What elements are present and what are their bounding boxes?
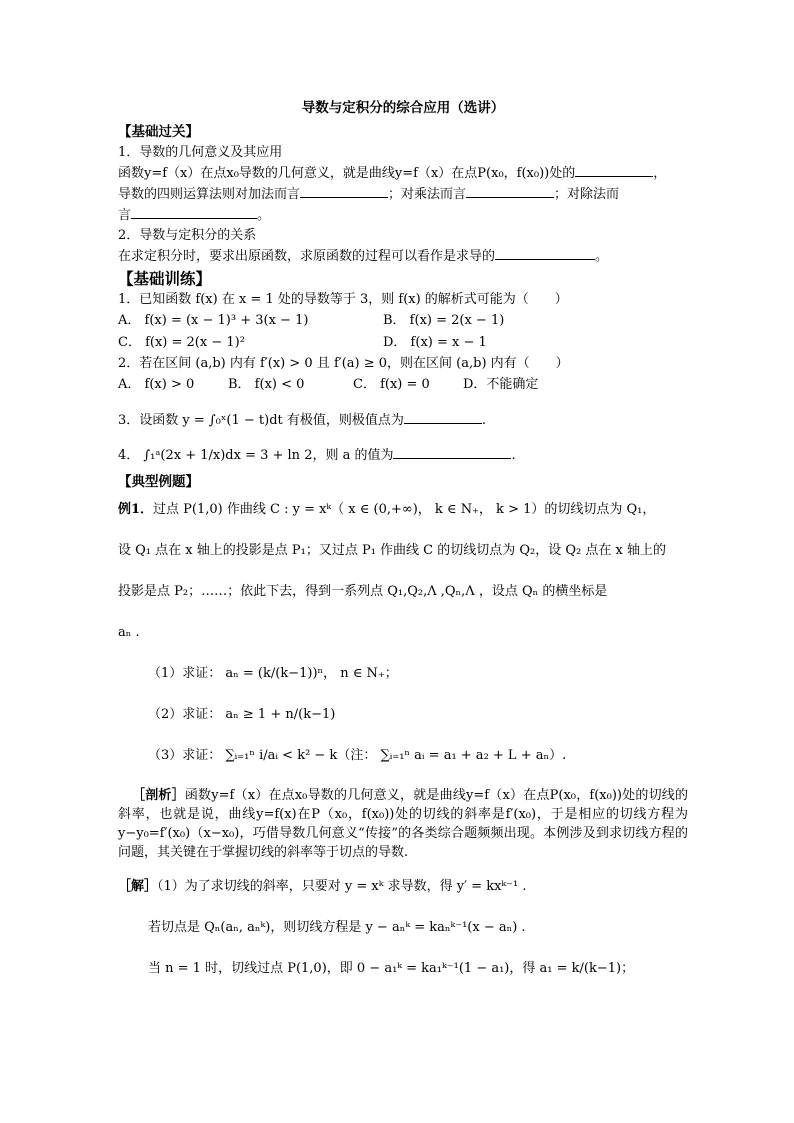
example-label: 例1． (118, 502, 154, 517)
item2-line1-text: 在求定积分时，要求出原函数，求原函数的过程可以看作是求导的 (118, 249, 496, 264)
question-4 (118, 445, 688, 466)
answer-blank[interactable] (466, 184, 554, 198)
question-3-text: 3．设函数 y = ∫₀ˣ(1 − t)dt 有极值，则极值点为 (118, 413, 404, 428)
item1-title: 1．导数的几何意义及其应用 (118, 145, 283, 160)
basic-training-heading: 【基础训练】 (118, 269, 212, 288)
page-title: 导数与定积分的综合应用（选讲） (301, 100, 505, 116)
item1-line3 (118, 205, 688, 226)
option-c: C． f(x) = 0 (353, 377, 430, 392)
item1-line2 (118, 184, 688, 205)
option-a: A． f(x) > 0 (118, 377, 195, 392)
item1-line3a: 言 (118, 208, 132, 223)
item1-line1-end: ， (653, 166, 667, 181)
example-part-2: （2）求证： aₙ ≥ 1 + n/(k−1) (148, 707, 336, 722)
item1-line3b: 。 (257, 208, 271, 223)
example-line-1 (118, 499, 688, 521)
question-1: 1．已知函数 f(x) 在 x = 1 处的导数等于 3，则 f(x) 的解析式可能为（ ） (118, 292, 568, 307)
item1-line2b: ；对乘法而言 (388, 187, 467, 202)
question-1-options-row2 (118, 332, 688, 354)
item2-title: 2．导数与定积分的关系 (118, 228, 257, 243)
option-d: D． f(x) = x − 1 (383, 335, 487, 350)
analysis-text: 函数y=f（x）在点x₀导数的几何意义，就是曲线y=f（x）在点P(x₀，f(x₀))处的切线的斜率，也就是说，曲线y=f(x)在P（x₀，f(x₀))处的切线的斜率是f′(x₀)，于是相应的切线方程为y−y₀=f′(x₀)（x−x₀)，巧借导数几何意义“传接”的各类综合题频频出现。本例涉及到求切线方程的问题，其关键在于掌握切线的斜率等于切点的导数. (118, 788, 688, 860)
question-3-end: . (481, 413, 487, 428)
question-2-options (118, 374, 688, 396)
question-3 (118, 410, 688, 431)
option-c: C． f(x) = 2(x − 1)² (118, 335, 245, 350)
item1-line1 (118, 163, 688, 184)
solution-line-1 (118, 876, 688, 898)
example-heading: 【典型例题】 (118, 474, 199, 490)
question-4-end: . (511, 448, 516, 463)
analysis-paragraph (118, 786, 688, 862)
question-2: 2．若在区间 (a,b) 内有 f′(x) > 0 且 f′(a) ≥ 0，则在区间 (a,b) 内有（ ） (118, 356, 569, 371)
option-b: B． f(x) = 2(x − 1) (383, 313, 505, 328)
answer-blank[interactable] (393, 445, 511, 459)
document-page (118, 96, 688, 999)
item1-line2a: 导数的四则运算法则对加法而言 (118, 187, 301, 202)
answer-blank[interactable] (495, 246, 595, 260)
answer-blank[interactable] (300, 184, 388, 198)
option-d: D．不能确定 (463, 377, 539, 392)
answer-blank[interactable] (575, 163, 653, 177)
solution-label: ［解］ (118, 879, 158, 894)
solution-line-1-text: （1）为了求切线的斜率，只要对 y = xᵏ 求导数，得 y′ = kxᵏ⁻¹ . (157, 879, 527, 894)
example-line-4: aₙ . (118, 625, 140, 640)
option-b: B． f(x) < 0 (228, 377, 305, 392)
example-line-2: 设 Q₁ 点在 x 轴上的投影是点 P₁；又过点 P₁ 作曲线 C 的切线切点为 Q₂，设 Q₂ 点在 x 轴上的 (118, 543, 666, 558)
example-line-3: 投影是点 P₂；……；依此下去，得到一系列点 Q₁,Q₂,Λ ,Qₙ,Λ ，设点 Qₙ 的横坐标是 (118, 584, 608, 599)
item2-line1 (118, 246, 688, 267)
solution-line-2: 若切点是 Qₙ(aₙ, aₙᵏ)，则切线方程是 y − aₙᵏ = kaₙᵏ⁻¹(x − aₙ) . (148, 920, 526, 935)
answer-blank[interactable] (404, 410, 482, 424)
analysis-label: ［剖析］ (132, 788, 185, 803)
item2-line1-end: 。 (595, 249, 609, 264)
solution-line-3: 当 n = 1 时，切线过点 P(1,0)，即 0 − a₁ᵏ = ka₁ᵏ⁻¹(1 − a₁)，得 a₁ = k/(k−1)； (148, 961, 635, 976)
basic-pass-heading: 【基础过关】 (118, 124, 199, 140)
item1-line2c: ；对除法而 (554, 187, 620, 202)
option-a: A． f(x) = (x − 1)³ + 3(x − 1) (118, 313, 309, 328)
example-part-3: （3）求证： ∑ᵢ₌₁ⁿ i/aᵢ < k² − k（注： ∑ᵢ₌₁ⁿ aᵢ = a₁ + a₂ + L + aₙ）. (148, 748, 567, 763)
question-1-options-row1 (118, 310, 688, 332)
question-4-text: 4． ∫₁ᵃ(2x + 1/x)dx = 3 + ln 2，则 a 的值为 (118, 448, 394, 463)
item1-line1-text: 函数y=f（x）在点x₀导数的几何意义，就是曲线y=f（x）在点P(x₀，f(x₀))处的 (118, 166, 576, 181)
example-line-1-text: 过点 P(1,0) 作曲线 C : y = xᵏ（ x ∈ (0,+∞)， k ∈ N₊， k > 1）的切线切点为 Q₁， (153, 502, 656, 517)
example-part-1: （1）求证： aₙ = (k/(k−1))ⁿ， n ∈ N₊； (148, 666, 398, 681)
answer-blank[interactable] (131, 205, 257, 219)
